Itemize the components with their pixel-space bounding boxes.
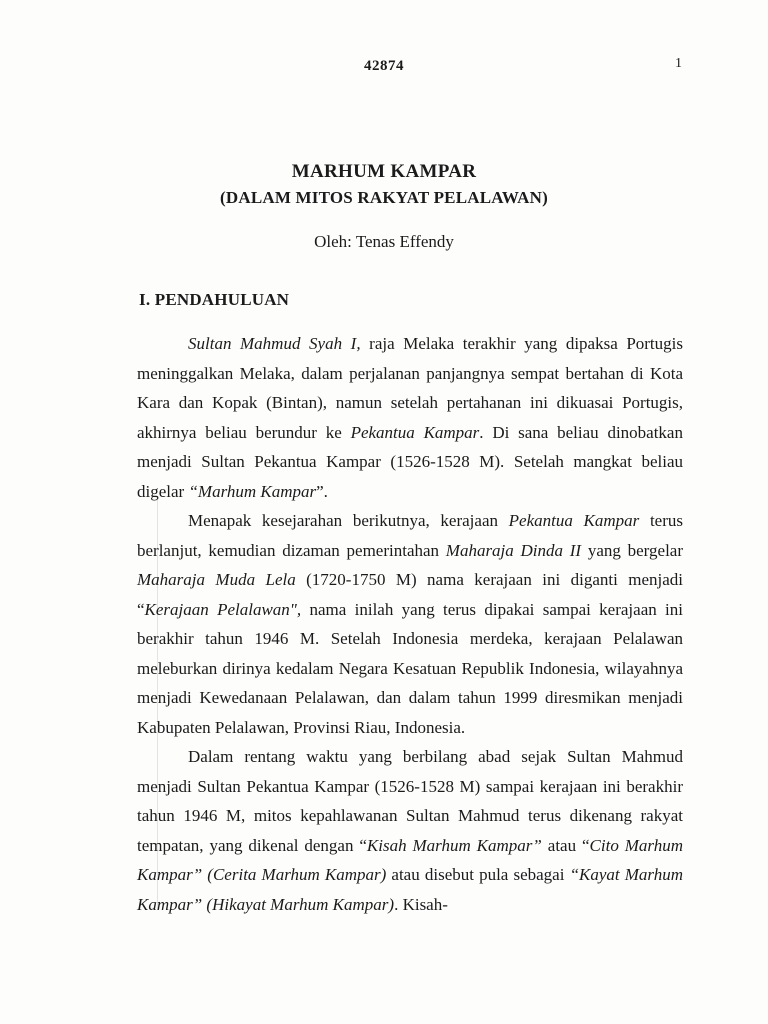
p1-text-f: ”. bbox=[316, 481, 328, 501]
p1-italic-c: Pekantua Kampar bbox=[350, 422, 480, 442]
section-number: I. bbox=[139, 290, 151, 309]
p3-text-e: atau disebut pula sebagai bbox=[386, 865, 570, 884]
p3-text-c: atau “ bbox=[541, 835, 590, 855]
p2-text-i: nama inilah yang terus dipakai sampai kerajaan ini berakhir tahun 1946 M. Setelah Indonesia merdeka, kerajaan Pelalawan meleburkan dirinya kedalam Negara Kesatuan Republik Indonesia, wilayahnya menjadi Kewedanaan Pelalawan, dan dalam tahun 1999 diresmikan menjadi Kabupaten Pelalawan, Provinsi Riau, Indonesia. bbox=[137, 599, 683, 737]
author-line bbox=[0, 232, 768, 252]
document-subtitle: (DALAM MITOS RAKYAT PELALAWAN) bbox=[220, 188, 548, 207]
body-text bbox=[137, 329, 683, 919]
p3-italic-f: “Kayat Marhum Kampar” (Hikayat Marhum Kampar) bbox=[137, 865, 683, 914]
p1-italic-a: Sultan Mahmud Syah I, bbox=[188, 334, 361, 353]
p1-italic-e: “Marhum Kampar bbox=[188, 481, 317, 501]
author-name: Tenas Effendy bbox=[355, 232, 454, 251]
p2-italic-b: Pekantua Kampar bbox=[508, 511, 640, 530]
p2-italic-d: Maharaja Dinda II bbox=[445, 540, 582, 560]
p1-text-d: . Di sana beliau dinobatkan menjadi Sultan Pekantua Kampar (1526-1528 M). Setelah mangkat beliau digelar bbox=[137, 422, 683, 501]
p3-text-a: Dalam rentang waktu yang berbilang abad sejak Sultan Mahmud menjadi Sultan Pekantua Kampar (1526-1528 M) sampai kerajaan ini berakhir tahun 1946 M, mitos kepahlawanan Sultan Mahmud terus dikenang rakyat tempatan, yang dikenal dengan “ bbox=[137, 747, 683, 855]
p2-italic-h: Kerajaan Pelalawan", bbox=[144, 599, 302, 619]
p1-text-b: raja Melaka terakhir yang dipaksa Portugis meninggalkan Melaka, dalam perjalanan panjangnya sempat bertahan di Kota Kara dan Kopak (Bintan), namun setelah pertahanan ini dikuasai Portugis, akhirnya beliau berundur ke bbox=[137, 334, 683, 442]
paragraph-2 bbox=[137, 506, 683, 742]
document-number: 42874 bbox=[364, 58, 404, 74]
p2-text-c: terus berlanjut, kemudian dizaman pemerintahan bbox=[137, 511, 683, 560]
p2-text-e: yang bergelar bbox=[581, 540, 683, 560]
author-prefix: Oleh: bbox=[314, 232, 352, 251]
page-number: 1 bbox=[675, 56, 682, 71]
paragraph-3 bbox=[137, 742, 683, 919]
p3-text-g: . Kisah- bbox=[394, 894, 448, 914]
p3-italic-b: Kisah Marhum Kampar” bbox=[366, 835, 542, 855]
p2-italic-f: Maharaja Muda Lela bbox=[137, 570, 296, 589]
document-title: MARHUM KAMPAR bbox=[291, 161, 477, 182]
paragraph-1 bbox=[137, 329, 683, 506]
section-title: PENDAHULUAN bbox=[154, 290, 290, 309]
p2-text-a: Menapak kesejarahan berikutnya, kerajaan bbox=[188, 511, 509, 530]
p3-italic-d: Cito Marhum Kampar” (Cerita Marhum Kampar) bbox=[137, 835, 683, 884]
section-heading bbox=[139, 290, 289, 310]
p2-text-g: (1720-1750 M) nama kerajaan ini diganti menjadi “ bbox=[137, 570, 683, 619]
